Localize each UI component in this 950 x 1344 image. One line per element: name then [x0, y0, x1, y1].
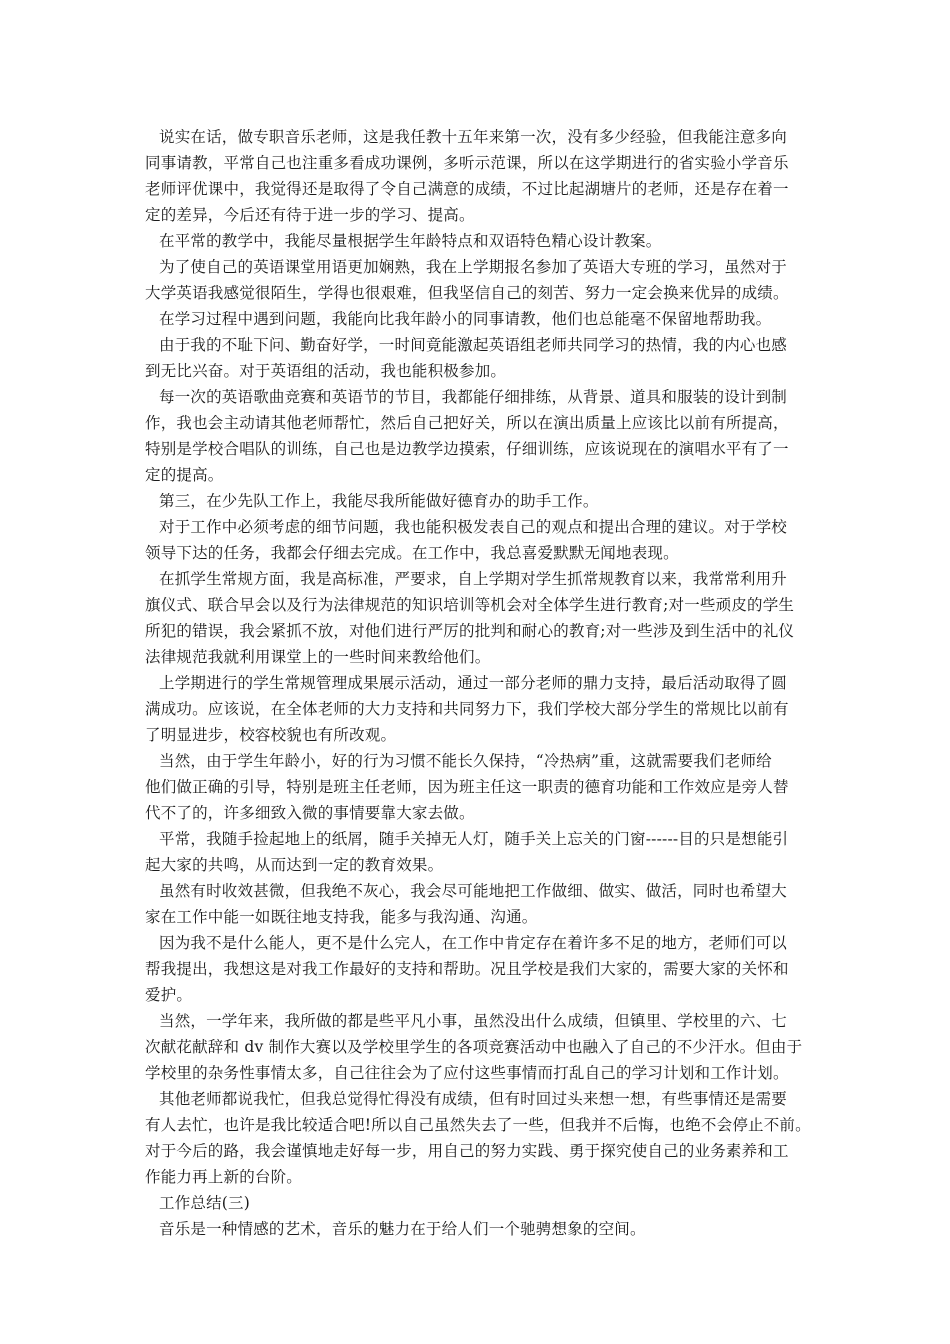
paragraph-4: 在学习过程中遇到问题，我能向比我年龄小的同事请教，他们也总能毫不保留地帮助我。 [159, 310, 772, 328]
paragraph-2: 在平常的教学中，我能尽量根据学生年龄特点和双语特色精心设计教案。 [159, 232, 662, 250]
section-heading: 工作总结(三) [159, 1194, 250, 1212]
paragraph-6: 每一次的英语歌曲竞赛和英语节的节目，我都能仔细排练，从背景、道具和服装的设计到制 作，我也会主动请其他老师帮忙，然后自己把好关，所以在演出质量上应该比以前有所提高， 特别是学校合唱队的训练，自己也是边教学边摸索，仔细训练，应该说现在的演唱水平有了一 定的提高。 [145, 388, 789, 484]
paragraph-13: 虽然有时收效甚微，但我绝不灰心，我会尽可能地把工作做细、做实、做活，同时也希望大 家在工作中能一如既往地支持我，能多与我沟通、沟通。 [145, 882, 788, 926]
paragraph-14: 因为我不是什么能人，更不是什么完人，在工作中肯定存在着许多不足的地方，老师们可以 帮我提出，我想这是对我工作最好的支持和帮助。况且学校是我们大家的，需要大家的关怀和 爱护。 [145, 934, 789, 1004]
paragraph-9: 在抓学生常规方面，我是高标准，严要求，自上学期对学生抓常规教育以来，我常常利用升 旗仪式、联合早会以及行为法律规范的知识培训等机会对全体学生进行教育;对一些顽皮的学生 所犯的错误，我会紧抓不放，对他们进行严厉的批判和耐心的教育;对一些涉及到生活中的礼仪 法律规范我就利用课堂上的一些时间来教给他们。 [145, 570, 795, 666]
paragraph-16: 其他老师都说我忙，但我总觉得忙得没有成绩，但有时回过头来想一想，有些事情还是需要 有人去忙，也许是我比较适合吧!所以自己虽然失去了一些，但我并不后悔，也绝不会停止不前。 对于今后的路，我会谨慎地走好每一步，用自己的努力实践、勇于探究使自己的业务素养和工 作能力再上新的台阶。 [145, 1090, 811, 1186]
paragraph-3: 为了使自己的英语课堂用语更加娴熟，我在上学期报名参加了英语大专班的学习，虽然对于 大学英语我感觉很陌生，学得也很艰难，但我坚信自己的刻苦、努力一定会换来优异的成绩。 [145, 258, 789, 302]
paragraph-5: 由于我的不耻下问、勤奋好学，一时间竟能激起英语组老师共同学习的热情，我的内心也感 到无比兴奋。对于英语组的活动，我也能积极参加。 [145, 336, 788, 380]
paragraph-11: 当然，由于学生年龄小，好的行为习惯不能长久保持，“冷热病”重，这就需要我们老师给 他们做正确的引导，特别是班主任老师，因为班主任这一职责的德育功能和工作效应是旁人替 代不了的，许多细致入微的事情要靠大家去做。 [145, 752, 789, 822]
paragraph-12: 平常，我随手捡起地上的纸屑，随手关掉无人灯，随手关上忘关的门窗------目的只是想能引 起大家的共鸣，从而达到一定的教育效果。 [145, 830, 789, 874]
paragraph-10: 上学期进行的学生常规管理成果展示活动，通过一部分老师的鼎力支持，最后活动取得了圆 满成功。应该说，在全体老师的大力支持和共同努力下，我们学校大部分学生的常规比以前有 了明显进步，校容校貌也有所改观。 [145, 674, 789, 744]
paragraph-15: 当然，一学年来，我所做的都是些平凡小事，虽然没出什么成绩，但镇里、学校里的六、七 次献花献辞和 dv 制作大赛以及学校里学生的各项竞赛活动中也融入了自己的不少汗水。但由于 学校里的杂务性事情太多，自己往往会为了应付这些事情而打乱自己的学习计划和工作计划。 [145, 1012, 803, 1082]
paragraph-7: 第三，在少先队工作上，我能尽我所能做好德育办的助手工作。 [159, 492, 599, 510]
document-body [145, 124, 835, 1242]
paragraph-17: 音乐是一种情感的艺术，音乐的魅力在于给人们一个驰骋想象的空间。 [159, 1220, 646, 1238]
paragraph-1: 说实在话，做专职音乐老师，这是我任教十五年来第一次，没有多少经验，但我能注意多向 同事请教，平常自己也注重多看成功课例，多听示范课，所以在这学期进行的省实验小学音乐 老师评优课中，我觉得还是取得了令自己满意的成绩，不过比起湖塘片的老师，还是存在着一 定的差异，今后还有待于进一步的学习、提高。 [145, 128, 789, 224]
paragraph-8: 对于工作中必须考虑的细节问题，我也能积极发表自己的观点和提出合理的建议。对于学校 领导下达的任务，我都会仔细去完成。在工作中，我总喜爱默默无闻地表现。 [145, 518, 788, 562]
